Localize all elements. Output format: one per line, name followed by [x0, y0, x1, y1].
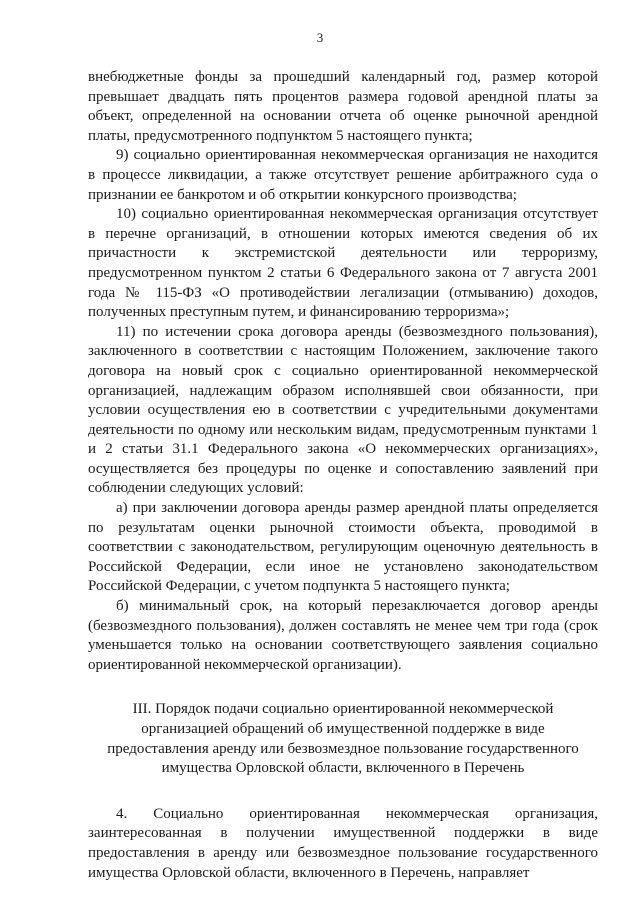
paragraph-subitem-a: а) при заключении договора аренды размер арендной платы определяется по результатам оценки рыночной стоимости объекта, проводимой в соответствии с законодательством, регулирующим оценочную деятельность в Российской Федерации, если иное не установлено законодательством Российской Федерации, с учетом подпункта 5 настоящего пункта;	[88, 500, 598, 595]
section-heading-line: организацией обращений об имущественной поддержке в виде	[141, 721, 545, 737]
section-heading-line: имущества Орловской области, включенного в Перечень	[161, 760, 525, 777]
section-heading-line: предоставления аренду или безвозмездное пользование государственного	[107, 740, 579, 757]
paragraph-item-10: 10) социально ориентированная некоммерческая организация отсутствует в перечне организаций, в отношении которых имеются сведения об их причастности к экстремистской деятельности или терроризму, предусмотренном пунктом 2 статьи 6 Федерального закона от 7 августа 2001 года № 115-ФЗ «О противодействии легализации (отмыванию) доходов, полученных преступным путем, и финансированию терроризма»;	[88, 206, 598, 321]
paragraph-item-4: 4. Социально ориентированная некоммерческая организация, заинтересованная в получении имущественной поддержки в виде предоставления в аренду или безвозмездное пользование государственного имущества Орловской области, включенного в Перечень, направляет	[88, 805, 598, 881]
paragraph-item-11: 11) по истечении срока договора аренды (безвозмездного пользования), заключенного в соответствии с настоящим Положением, заключение такого договора на новый срок с социально ориентированной некоммерческой организацией, надлежащим образом исполнявшей свои обязанности, при условии осуществления ею в соответствии с учредительными документами деятельности по одному или нескольким видам, предусмотренным пунктами 1 и 2 статьи 31.1 Федерального закона «О некоммерческих организациях», осуществляется без процедуры по оценке и сопоставлению заявлений при соблюдении следующих условий:	[88, 323, 598, 497]
section-heading-line: III. Порядок подачи социально ориентированной некоммерческой	[132, 701, 554, 718]
paragraph-item-9: 9) социально ориентированная некоммерческая организация не находится в процессе ликвидации, а также отсутствует решение арбитражного суда о признании ее банкротом и об открытии конкурсного производства;	[88, 147, 598, 203]
section-heading	[104, 700, 582, 778]
page-number: 3	[316, 30, 324, 45]
paragraph-continuation: внебюджетные фонды за прошедший календарный год, размер которой превышает двадцать пять процентов размера годовой арендной платы за объект, определенной на основании отчета об оценке рыночной арендной платы, предусмотренного подпунктом 5 настоящего пункта;	[88, 69, 598, 144]
paragraph-subitem-b: б) минимальный срок, на который перезаключается договор аренды (безвозмездного пользования), должен составлять не менее чем три года (срок уменьшается только на основании соответствующего заявления социально ориентированной некоммерческой организации).	[88, 598, 598, 673]
document-body	[88, 68, 598, 883]
